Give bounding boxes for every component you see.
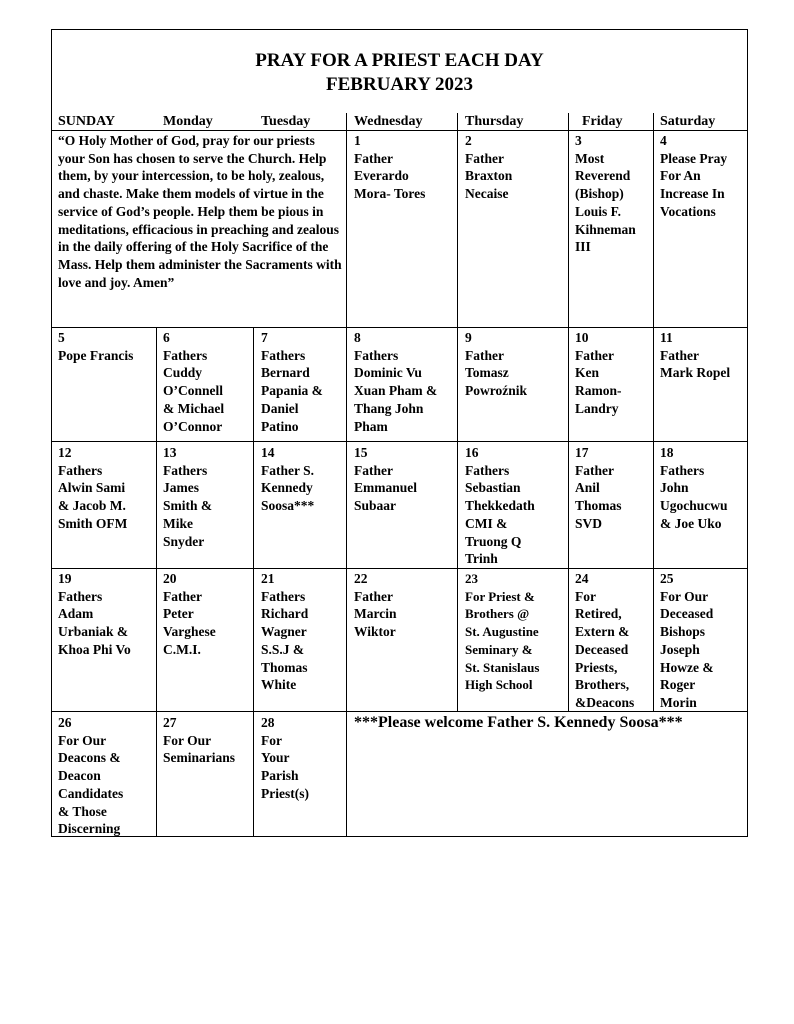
day-cell-28: 28 For Your Parish Priest(s) [261,715,309,801]
day-cell-23: 23 For Priest & Brothers @ St. Augustine Seminary & St. Stanislaus High School [465,571,540,693]
day-cell-8: 8 Fathers Dominic Vu Xuan Pham & Thang John Pham [354,330,438,434]
grid-line [253,327,254,837]
day-cell-20: 20 Father Peter Varghese C.M.I. [163,571,216,657]
page-title: PRAY FOR A PRIEST EACH DAY [255,50,544,71]
day-cell-21: 21 Fathers Richard Wagner S.S.J & Thomas White [261,571,309,693]
page-subtitle: FEBRUARY 2023 [326,74,473,95]
day-cell-6: 6 Fathers Cuddy O’Connell & Michael O’Connor [163,330,225,434]
day-cell-15: 15 Father Emmanuel Subaar [354,445,418,514]
day-cell-11: 11 Father Mark Ropel [660,330,731,381]
day-cell-2: 2 Father Braxton Necaise [465,133,513,202]
day-cell-13: 13 Fathers James Smith & Mike Snyder [163,445,213,549]
day-cell-24: 24 For Retired, Extern & Deceased Priests, Brothers, &Deacons [575,571,635,710]
weekday-friday: Friday [582,114,623,129]
grid-line [653,113,654,711]
welcome-note: ***Please welcome Father S. Kennedy Soosa*** [354,714,683,731]
day-cell-19: 19 Fathers Adam Urbaniak & Khoa Phi Vo [58,571,131,657]
day-cell-3: 3 Most Reverend (Bishop) Louis F. Kihneman III [575,133,636,255]
weekday-thursday: Thursday [465,114,524,129]
day-cell-16: 16 Fathers Sebastian Thekkedath CMI & Truong Q Trinh [465,445,535,567]
day-cell-12: 12 Fathers Alwin Sami & Jacob M. Smith OFM [58,445,128,531]
day-cell-22: 22 Father Marcin Wiktor [354,571,397,640]
weekday-tuesday: Tuesday [261,114,311,129]
grid-line [346,113,347,837]
weekday-wednesday: Wednesday [354,114,423,129]
day-cell-14: 14 Father S. Kennedy Soosa*** [261,445,315,514]
day-cell-7: 7 Fathers Bernard Papania & Daniel Patino [261,330,323,434]
weekday-sunday: SUNDAY [58,114,116,129]
day-cell-26: 26 For Our Deacons & Deacon Candidates & Those Discerning [58,715,124,837]
day-cell-5: 5 Pope Francis [58,330,134,363]
grid-line [457,113,458,711]
day-cell-25: 25 For Our Deceased Bishops Joseph Howze & Roger Morin [660,571,714,710]
day-cell-4: 4 Please Pray For An Increase In Vocations [660,133,728,219]
grid-line [156,327,157,837]
prayer-text: “O Holy Mother of God, pray for our priests your Son has chosen to serve the Church. Help them, by your intercession, to be holy, zealous, and chaste. Make them models of virtue in the service of God’s people. Help them be pious in meditations, efficacious in preaching and zealous in the daily offering of the Holy Sacrifice of the Mass. Help them administer the Sacraments with love and joy. Amen” [58,133,342,290]
day-cell-10: 10 Father Ken Ramon- Landry [575,330,622,416]
grid-line [568,113,569,711]
day-cell-27: 27 For Our Seminarians [163,715,236,766]
day-cell-18: 18 Fathers John Ugochucwu & Joe Uko [660,445,728,531]
weekday-saturday: Saturday [660,114,716,129]
grid-line [51,130,748,131]
day-cell-1: 1 Father Everardo Mora- Tores [354,133,426,202]
weekday-monday: Monday [163,114,213,129]
day-cell-17: 17 Father Anil Thomas SVD [575,445,622,531]
day-cell-9: 9 Father Tomasz Powroźnik [465,330,528,399]
